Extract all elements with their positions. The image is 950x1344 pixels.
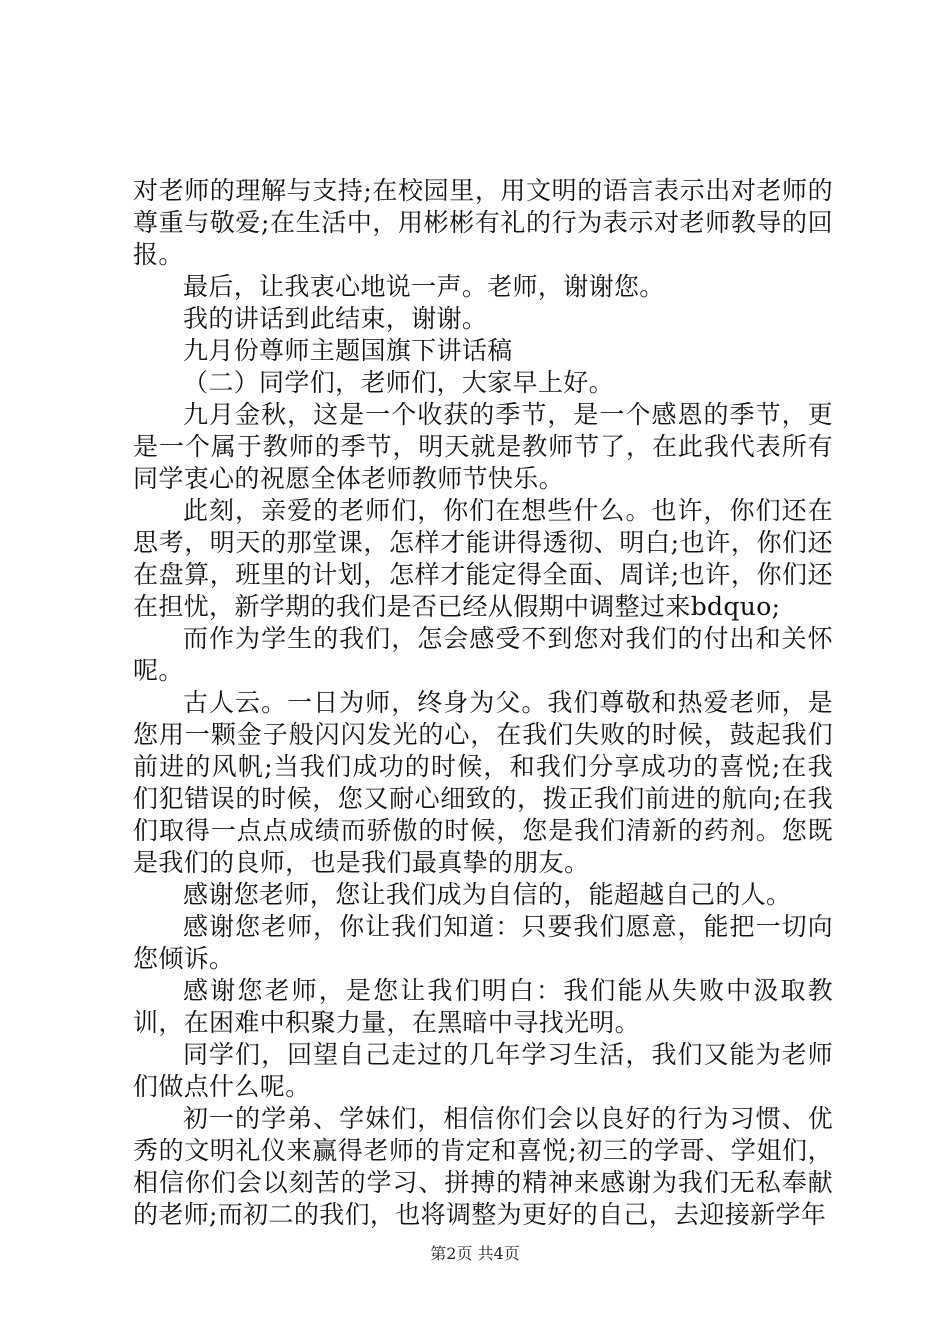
document-body xyxy=(133,175,833,1231)
paragraph: 此刻，亲爱的老师们，你们在想些什么。也许，你们还在思考，明天的那堂课，怎样才能讲得透彻、明白;也许，你们还在盘算，班里的计划，怎样才能定得全面、周详;也许，你们还在担忧，新学期的我们是否已经从假期中调整过来bdquo; xyxy=(133,496,833,621)
paragraph-continuation: 对老师的理解与支持;在校园里，用文明的语言表示出对老师的尊重与敬爱;在生活中，用彬彬有礼的行为表示对老师教导的回报。 xyxy=(133,176,833,269)
paragraph: 古人云。一日为师，终身为父。我们尊敬和热爱老师，是您用一颗金子般闪闪发光的心，在我们失败的时候，鼓起我们前进的风帆;当我们成功的时候，和我们分享成功的喜悦;在我们犯错误的时候，您又耐心细致的，拨正我们前进的航向;在我们取得一点点成绩而骄傲的时候，您是我们清新的药剂。您既是我们的良师，也是我们最真挚的朋友。 xyxy=(133,688,833,877)
paragraph: 同学们，回望自己走过的几年学习生活，我们又能为老师们做点什么呢。 xyxy=(133,1040,833,1101)
paragraph: 九月金秋，这是一个收获的季节，是一个感恩的季节，更是一个属于教师的季节，明天就是教师节了，在此我代表所有同学衷心的祝愿全体老师教师节快乐。 xyxy=(133,400,833,493)
paragraph: 感谢您老师，您让我们成为自信的，能超越自己的人。 xyxy=(183,880,792,909)
paragraph: 我的讲话到此结束，谢谢。 xyxy=(183,304,488,333)
paragraph: 感谢您老师，是您让我们明白：我们能从失败中汲取教训，在困难中积聚力量，在黑暗中寻找光明。 xyxy=(133,976,833,1037)
paragraph: 最后，让我衷心地说一声。老师，谢谢您。 xyxy=(183,272,665,301)
page-footer: 第2页 共4页 xyxy=(430,1244,520,1263)
paragraph: 感谢您老师，你让我们知道：只要我们愿意，能把一切向您倾诉。 xyxy=(133,912,833,973)
paragraph: 而作为学生的我们，怎会感受不到您对我们的付出和关怀呢。 xyxy=(133,624,833,685)
paragraph: 初一的学弟、学妹们，相信你们会以良好的行为习惯、优秀的文明礼仪来赢得老师的肯定和喜悦;初三的学哥、学姐们，相信你们会以刻苦的学习、拼搏的精神来感谢为我们无私奉献的老师;而初二的我们，也将调整为更好的自己，去迎接新学年 xyxy=(133,1104,833,1229)
section-title: 九月份尊师主题国旗下讲话稿 xyxy=(183,336,513,365)
paragraph: （二）同学们，老师们，大家早上好。 xyxy=(183,368,614,397)
